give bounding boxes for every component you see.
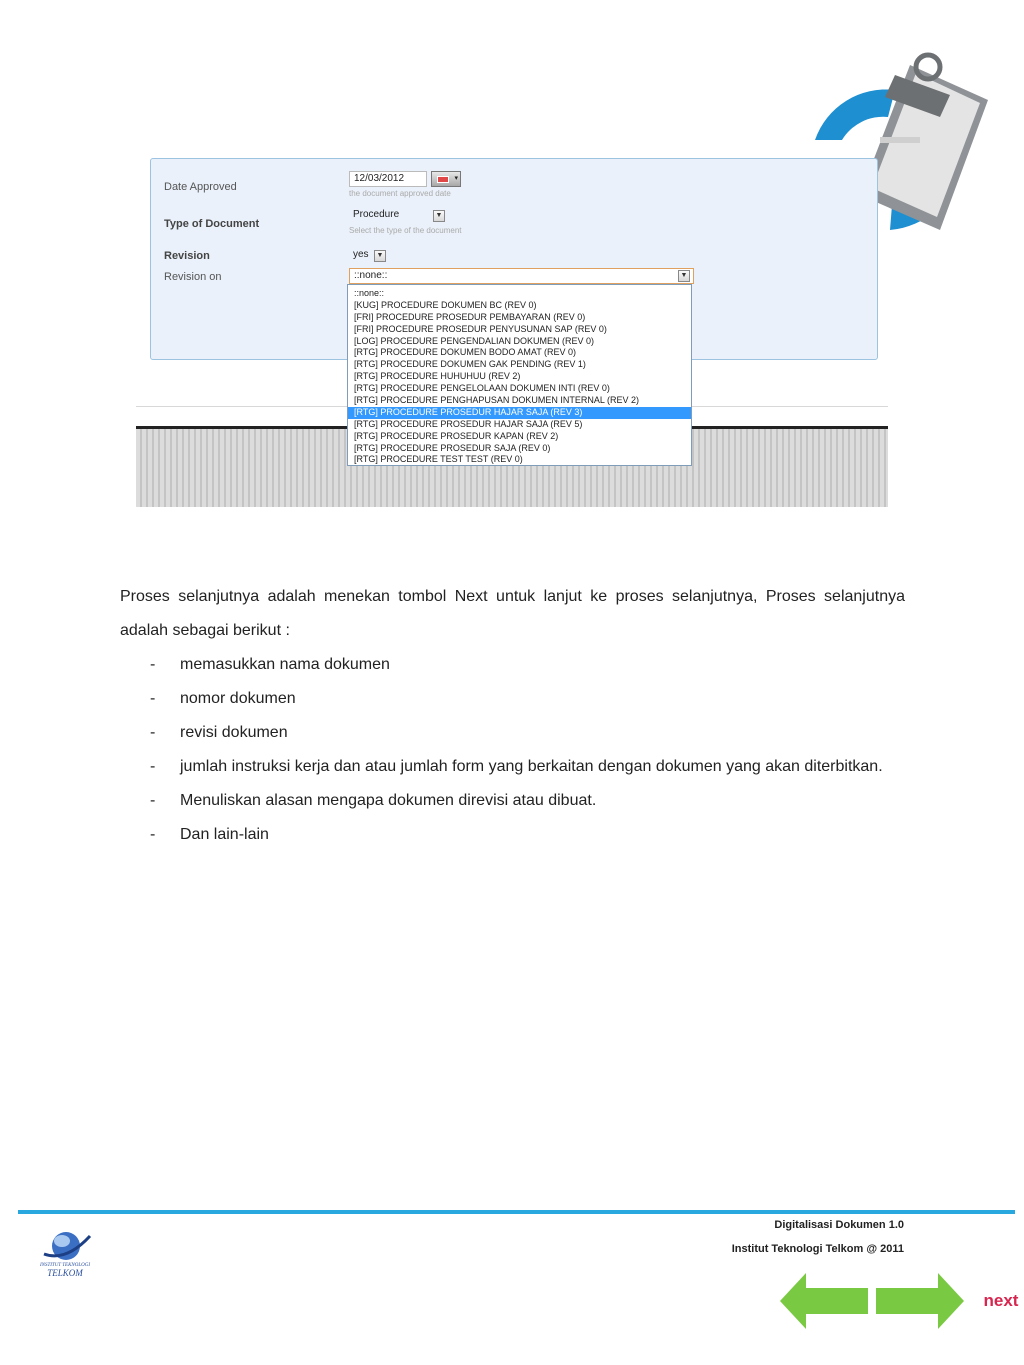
bullet-dash: - xyxy=(150,758,156,775)
list-item-text: Menuliskan alasan mengapa dokumen direvisi atau dibuat. xyxy=(180,792,597,809)
dropdown-option[interactable]: [RTG] PROCEDURE HUHUHUU (REV 2) xyxy=(354,371,521,382)
dropdown-option[interactable]: ::none:: xyxy=(354,288,385,298)
form-screenshot xyxy=(136,150,888,507)
dropdown-option[interactable]: [RTG] PROCEDURE PROSEDUR HAJAR SAJA (REV 3) xyxy=(348,407,691,419)
bullet-dash: - xyxy=(150,656,156,673)
revision-dropdown-list[interactable] xyxy=(347,284,692,466)
list-item xyxy=(120,716,905,750)
footer-subtitle: Institut Teknologi Telkom @ 2011 xyxy=(731,1243,904,1255)
prev-button[interactable] xyxy=(780,1273,868,1329)
bullet-dash: - xyxy=(150,792,156,809)
dropdown-option[interactable]: [KUG] PROCEDURE DOKUMEN BC (REV 0) xyxy=(354,299,537,310)
next-button[interactable] xyxy=(876,1273,1019,1329)
chevron-down-icon[interactable]: ▼ xyxy=(433,210,445,222)
telkom-logo xyxy=(30,1228,100,1283)
revision-on-label: Revision on xyxy=(164,271,222,283)
type-hint: Select the type of the document xyxy=(349,226,462,235)
footer-title: Digitalisasi Dokumen 1.0 xyxy=(774,1219,904,1231)
bullet-dash: - xyxy=(150,690,156,707)
list-item xyxy=(120,784,905,818)
logo-name: TELKOM xyxy=(47,1268,83,1278)
list-item-text: nomor dokumen xyxy=(180,690,296,707)
type-of-document-select[interactable]: Procedure xyxy=(353,209,400,220)
list-item-text: memasukkan nama dokumen xyxy=(180,656,390,673)
dropdown-option[interactable]: [RTG] PROCEDURE TEST TEST (REV 0) xyxy=(354,454,523,465)
bullet-dash: - xyxy=(150,826,156,843)
dropdown-option[interactable]: [RTG] PROCEDURE PENGHAPUSAN DOKUMEN INTERNAL (REV 2) xyxy=(354,395,640,406)
dropdown-option[interactable]: [RTG] PROCEDURE PROSEDUR SAJA (REV 0) xyxy=(354,442,551,453)
arrow-left-icon xyxy=(780,1273,868,1329)
list-item xyxy=(120,682,905,716)
dropdown-option[interactable]: [RTG] PROCEDURE PENGELOLAAN DOKUMEN INTI (REV 0) xyxy=(354,383,610,394)
dropdown-option[interactable]: [LOG] PROCEDURE PENGENDALIAN DOKUMEN (REV 0) xyxy=(354,335,595,346)
dropdown-option[interactable]: [RTG] PROCEDURE PROSEDUR KAPAN (REV 2) xyxy=(354,430,559,441)
date-approved-field[interactable]: 12/03/2012 xyxy=(349,171,427,187)
globe-icon xyxy=(30,1228,100,1264)
dropdown-option[interactable]: [RTG] PROCEDURE PROSEDUR HAJAR SAJA (REV 5) xyxy=(354,418,583,429)
dropdown-option[interactable]: [RTG] PROCEDURE DOKUMEN GAK PENDING (REV 1) xyxy=(354,359,586,370)
calendar-button[interactable]: ▾ xyxy=(431,171,461,187)
footer-divider xyxy=(18,1210,1015,1214)
dropdown-option[interactable]: [RTG] PROCEDURE DOKUMEN BODO AMAT (REV 0) xyxy=(354,347,577,358)
next-label: next xyxy=(983,1291,1019,1310)
revision-label: Revision xyxy=(164,250,210,262)
chevron-down-icon[interactable]: ▼ xyxy=(374,250,386,262)
date-hint: the document approved date xyxy=(349,189,451,198)
body-paragraph: Proses selanjutnya adalah menekan tombol Next untuk lanjut ke proses selanjutnya, Proses selanjutnya adalah sebagai berikut : xyxy=(120,588,905,639)
date-approved-label: Date Approved xyxy=(164,181,237,193)
list-item xyxy=(120,648,905,682)
list-item xyxy=(120,750,905,784)
logo-caption: INSTITUT TEKNOLOGI xyxy=(39,1263,91,1268)
list-item-text: Dan lain-lain xyxy=(180,826,269,843)
dropdown-option[interactable]: [FRI] PROCEDURE PROSEDUR PENYUSUNAN SAP (REV 0) xyxy=(354,323,607,334)
bullet-list xyxy=(120,648,905,852)
revision-select[interactable]: yes xyxy=(353,249,369,260)
chevron-down-icon[interactable]: ▼ xyxy=(678,270,690,282)
calendar-icon xyxy=(437,176,449,183)
list-item-text: jumlah instruksi kerja dan atau jumlah form yang berkaitan dengan dokumen yang akan diterbitkan. xyxy=(180,758,883,775)
bullet-dash: - xyxy=(150,724,156,741)
arrow-right-icon xyxy=(876,1273,964,1329)
dropdown-option[interactable]: [FRI] PROCEDURE PROSEDUR PEMBAYARAN (REV 0) xyxy=(354,311,586,322)
list-item xyxy=(120,818,905,852)
list-item-text: revisi dokumen xyxy=(180,724,288,741)
revision-on-select[interactable]: ::none:: xyxy=(349,268,694,284)
type-of-document-label: Type of Document xyxy=(164,218,260,230)
